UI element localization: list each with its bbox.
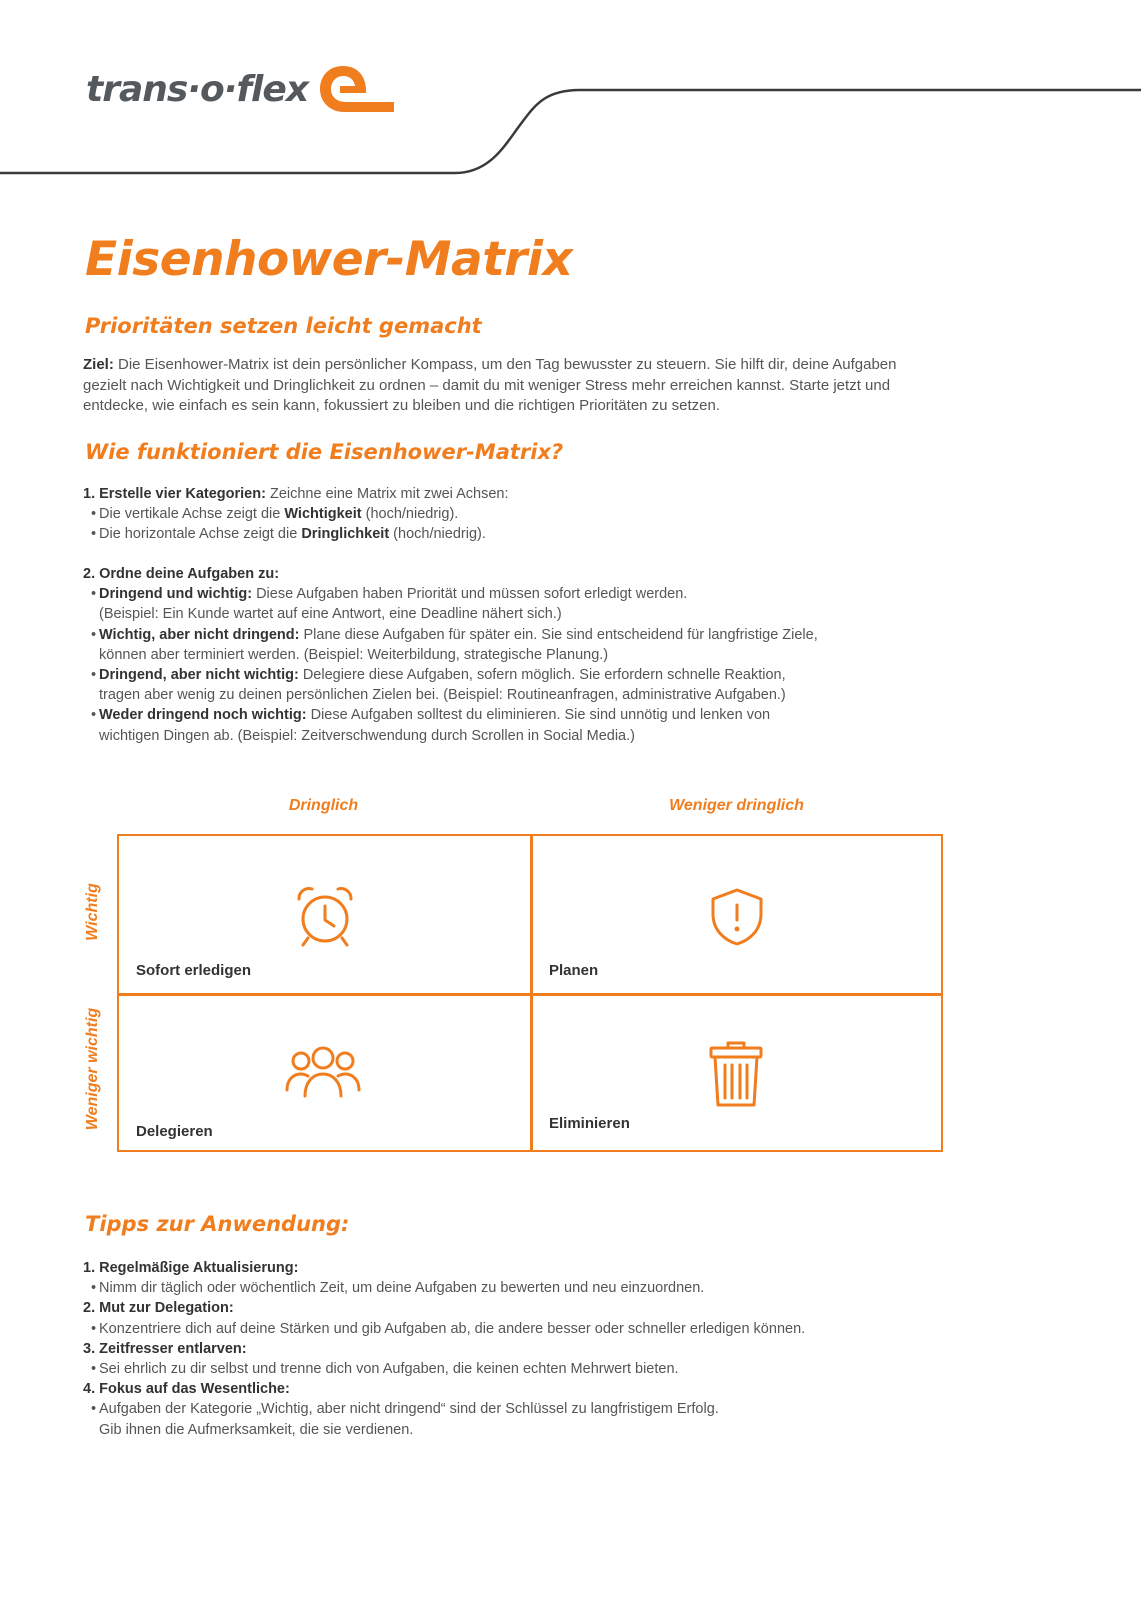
- tip-3-text: • Sei ehrlich zu dir selbst und trenne dich von Aufgaben, die keinen echten Mehrwert bieten.: [91, 1361, 679, 1378]
- page-title: Eisenhower-Matrix: [85, 232, 573, 287]
- tip-4-cont: Gib ihnen die Aufmerksamkeit, die sie verdienen.: [99, 1421, 414, 1438]
- eisenhower-matrix-grid: [117, 834, 943, 1152]
- tip-3-head: 3. Zeitfresser entlarven:: [83, 1340, 247, 1357]
- step2-item-3: • Dringend, aber nicht wichtig: Delegiere diese Aufgaben, sofern möglich. Sie erfordern schnelle Reaktion,: [91, 667, 786, 684]
- col-label-weniger-dringlich: Weniger dringlich: [669, 797, 804, 814]
- logo-mark-icon: [316, 62, 398, 116]
- shield-alert-icon: [707, 886, 767, 948]
- step1-bullet-1: • Die vertikale Achse zeigt die Wichtigkeit (hoch/niedrig).: [91, 506, 459, 523]
- quadrant-label-delegieren: Delegieren: [136, 1123, 213, 1140]
- tips-heading: Tipps zur Anwendung:: [85, 1212, 350, 1236]
- col-label-dringlich: Dringlich: [288, 797, 359, 814]
- row-label-weniger-wichtig: Weniger wichtig: [84, 1007, 101, 1131]
- page-subtitle: Prioritäten setzen leicht gemacht: [85, 314, 482, 338]
- how-heading: Wie funktioniert die Eisenhower-Matrix?: [85, 440, 564, 464]
- brand-logo: [86, 62, 398, 116]
- group-icon: [283, 1040, 363, 1100]
- quadrant-delegieren: [119, 996, 530, 1151]
- tip-2-text: • Konzentriere dich auf deine Stärken und gib Aufgaben ab, die andere besser oder schneller erledigen können.: [91, 1320, 806, 1337]
- row-label-wichtig: Wichtig: [84, 883, 101, 941]
- quadrant-label-eliminieren: Eliminieren: [549, 1115, 630, 1132]
- step2-item-4: • Weder dringend noch wichtig: Diese Aufgaben solltest du eliminieren. Sie sind unnötig und lenken von: [91, 707, 771, 724]
- quadrant-planen: [532, 836, 943, 993]
- intro-line2: gezielt nach Wichtigkeit und Dringlichkeit zu ordnen – damit du mit weniger Stress mehr erreichen kannst. Starte jetzt und: [83, 376, 891, 394]
- trash-icon: [708, 1040, 764, 1108]
- step1-bullet-2: • Die horizontale Achse zeigt die Dringlichkeit (hoch/niedrig).: [91, 526, 486, 543]
- logo-text: trans·o·flex: [86, 68, 309, 110]
- quadrant-sofort-erledigen: [119, 836, 530, 993]
- step2-block: [83, 564, 1033, 746]
- tip-1-text: • Nimm dir täglich oder wöchentlich Zeit, um deine Aufgaben zu bewerten und neu einzuordnen.: [91, 1280, 705, 1297]
- step2-item-2-cont: können aber terminiert werden. (Beispiel: Weiterbildung, strategische Planung.): [99, 646, 609, 663]
- quadrant-label-planen: Planen: [549, 962, 599, 979]
- intro-line1: Die Eisenhower-Matrix ist dein persönlicher Kompass, um den Tag bewusster zu steuern. Sie hilft dir, deine Aufgaben: [113, 356, 897, 373]
- step1-block: [83, 484, 1033, 545]
- tip-4-head: 4. Fokus auf das Wesentliche:: [83, 1381, 290, 1398]
- step2-item-3-cont: tragen aber wenig zu deinen persönlichen Zielen bei. (Beispiel: Routineanfragen, administrative Aufgaben.): [99, 687, 786, 704]
- tips-list: [83, 1258, 1033, 1440]
- intro-label: Ziel:: [83, 356, 114, 373]
- step2-head: 2. Ordne deine Aufgaben zu:: [83, 566, 280, 582]
- step2-item-2: • Wichtig, aber nicht dringend: Plane diese Aufgaben für später ein. Sie sind entscheidend für langfristige Ziele,: [91, 626, 818, 643]
- tip-4-text: • Aufgaben der Kategorie „Wichtig, aber nicht dringend“ sind der Schlüssel zu langfristigem Erfolg.: [91, 1401, 719, 1418]
- step1-head: 1. Erstelle vier Kategorien: Zeichne eine Matrix mit zwei Achsen:: [83, 486, 509, 502]
- alarm-clock-icon: [294, 884, 356, 948]
- intro-paragraph: [83, 355, 1003, 417]
- intro-line3: entdecke, wie einfach es sein kann, fokussiert zu bleiben und die richtigen Prioritäten zu setzen.: [83, 397, 721, 414]
- step2-item-1-cont: (Beispiel: Ein Kunde wartet auf eine Antwort, eine Deadline nähert sich.): [99, 606, 562, 623]
- tip-2-head: 2. Mut zur Delegation:: [83, 1300, 234, 1317]
- step2-item-1: • Dringend und wichtig: Diese Aufgaben haben Priorität und müssen sofort erledigt werden.: [91, 586, 688, 603]
- step2-item-4-cont: wichtigen Dingen ab. (Beispiel: Zeitverschwendung durch Scrollen in Social Media.): [99, 727, 635, 744]
- tip-1-head: 1. Regelmäßige Aktualisierung:: [83, 1260, 299, 1276]
- quadrant-label-sofort-erledigen: Sofort erledigen: [136, 962, 252, 979]
- quadrant-eliminieren: [532, 996, 943, 1151]
